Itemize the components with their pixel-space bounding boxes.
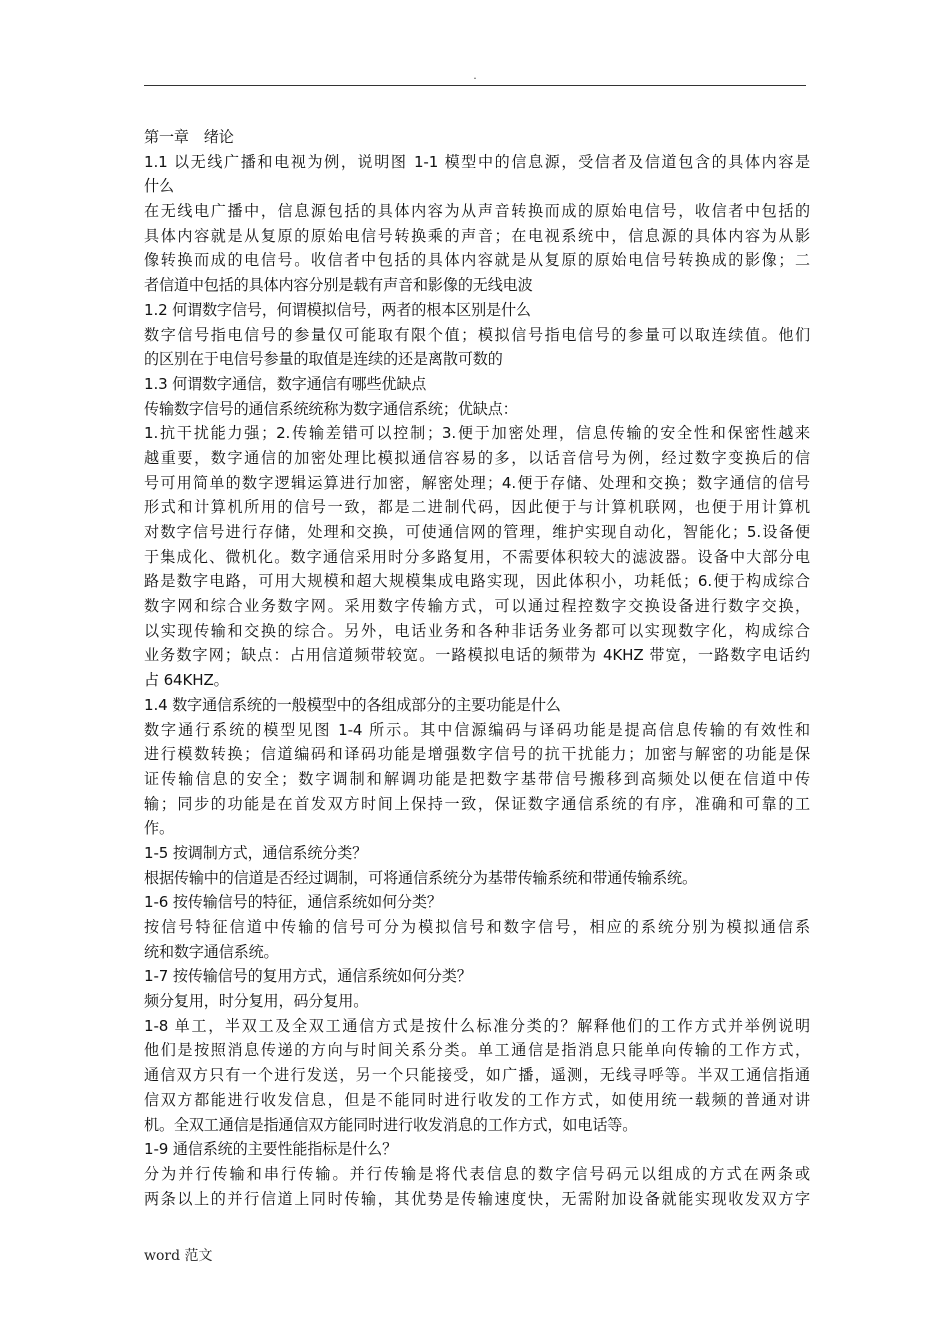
text-line: 的区别在于电信号参量的取值是连续的还是离散可数的 xyxy=(144,350,503,369)
text-line: 在无线电广播中，信息源包括的具体内容为从声音转换而成的原始电信号，收信者中包括的 xyxy=(144,202,810,221)
text-line: 什么 xyxy=(144,177,174,196)
text-line: 1.2 何谓数字信号，何谓模拟信号，两者的根本区别是什么 xyxy=(144,300,531,319)
text-line: 证传输信息的安全；数字调制和解调功能是把数字基带信号搬移到高频处以便在信道中传 xyxy=(144,769,810,788)
text-line: 统和数字通信系统。 xyxy=(144,942,279,961)
text-line: 1.抗干扰能力强；2.传输差错可以控制；3.便于加密处理，信息传输的安全性和保密性越来 xyxy=(144,424,810,443)
text-line: 1-5 按调制方式，通信系统分类？ xyxy=(144,843,368,862)
text-line: 他们是按照消息传递的方向与时间关系分类。单工通信是指消息只能单向传输的工作方式， xyxy=(144,1041,810,1060)
text-line: 输；同步的功能是在首发双方时间上保持一致，保证数字通信系统的有序，准确和可靠的工 xyxy=(144,794,810,813)
text-line: 频分复用，时分复用，码分复用。 xyxy=(144,992,369,1011)
text-line: 根据传输中的信道是否经过调制，可将通信系统分为基带传输系统和带通传输系统。 xyxy=(144,868,697,887)
text-line: 者信道中包括的具体内容分别是载有声音和影像的无线电波 xyxy=(144,276,533,295)
header-rule xyxy=(144,85,806,86)
text-line: 1-8 单工，半双工及全双工通信方式是按什么标准分类的？解释他们的工作方式并举例说明 xyxy=(144,1016,810,1035)
text-line: 1-7 按传输信号的复用方式，通信系统如何分类？ xyxy=(144,967,472,986)
text-line: 信双方都能进行收发信息，但是不能同时进行收发的工作方式，如使用统一载频的普通对讲 xyxy=(144,1090,810,1109)
text-line: 于集成化、微机化。数字通信采用时分多路复用，不需要体积较大的滤波器。设备中大部分电 xyxy=(144,547,810,566)
text-line: 以实现传输和交换的综合。另外，电话业务和各种非话务业务都可以实现数字化，构成综合 xyxy=(144,621,810,640)
text-line: 具体内容就是从复原的原始电信号转换乘的声音；在电视系统中，信息源的具体内容为从影 xyxy=(144,226,810,245)
text-line: 两条以上的并行信道上同时传输，其优势是传输速度快，无需附加设备就能实现收发双方字 xyxy=(144,1189,810,1208)
text-line: 作。 xyxy=(144,819,174,838)
text-line: 越重要，数字通信的加密处理比模拟通信容易的多，以话音信号为例，经过数字变换后的信 xyxy=(144,448,810,467)
text-line: 1.3 何谓数字通信，数字通信有哪些优缺点 xyxy=(144,374,427,393)
footer-text: word 范文 xyxy=(144,1248,213,1264)
text-line: 通信双方只有一个进行发送，另一个只能接受，如广播，遥测，无线寻呼等。半双工通信指通 xyxy=(144,1066,810,1085)
text-line: 业务数字网；缺点：占用信道频带较宽。一路模拟电话的频带为 4KHZ 带宽，一路数字电话约 xyxy=(144,646,810,665)
text-line: 1-9 通信系统的主要性能指标是什么？ xyxy=(144,1140,398,1159)
text-line: 数字网和综合业务数字网。采用数字传输方式，可以通过程控数字交换设备进行数字交换， xyxy=(144,597,810,616)
text-line: 1.1 以无线广播和电视为例，说明图 1-1 模型中的信息源，受信者及信道包含的具体内容是 xyxy=(144,152,810,171)
document-body xyxy=(144,125,810,1211)
text-line: 进行模数转换；信道编码和译码功能是增强数字信号的抗干扰能力；加密与解密的功能是保 xyxy=(144,745,810,764)
text-line: 数字通行系统的模型见图 1-4 所示。其中信源编码与译码功能是提高信息传输的有效性和 xyxy=(144,720,810,739)
text-line: 像转换而成的电信号。收信者中包括的具体内容就是从复原的原始电信号转换成的影像；二 xyxy=(144,251,810,270)
text-line: 对数字信号进行存储，处理和交换，可使通信网的管理，维护实现自动化，智能化；5.设备便 xyxy=(144,523,810,541)
text-line: 机。全双工通信是指通信双方能同时进行收发消息的工作方式，如电话等。 xyxy=(144,1115,638,1134)
text-line: 号可用简单的数字逻辑运算进行加密，解密处理；4.便于存储、处理和交换；数字通信的信号 xyxy=(144,473,810,492)
text-line: 分为并行传输和串行传输。并行传输是将代表信息的数字信号码元以组成的方式在两条或 xyxy=(144,1164,810,1183)
text-line: 数字信号指电信号的参量仅可能取有限个值；模拟信号指电信号的参量可以取连续值。他们 xyxy=(144,325,810,344)
header-mark: . xyxy=(473,69,477,82)
text-line: 按信号特征信道中传输的信号可分为模拟信号和数字信号，相应的系统分别为模拟通信系 xyxy=(144,918,810,936)
text-line: 路是数字电路，可用大规模和超大规模集成电路实现，因此体积小，功耗低；6.便于构成综合 xyxy=(144,572,810,591)
text-line: 传输数字信号的通信系统统称为数字通信系统；优缺点： xyxy=(144,399,518,418)
text-line: 占 64KHZ。 xyxy=(144,671,229,690)
text-line: 1-6 按传输信号的特征，通信系统如何分类？ xyxy=(144,893,442,912)
text-line: 第一章 绪论 xyxy=(144,128,234,146)
text-line: 形式和计算机所用的信号一致，都是二进制代码，因此便于与计算机联网，也便于用计算机 xyxy=(144,498,810,517)
text-line: 1.4 数字通信系统的一般模型中的各组成部分的主要功能是什么 xyxy=(144,695,561,714)
